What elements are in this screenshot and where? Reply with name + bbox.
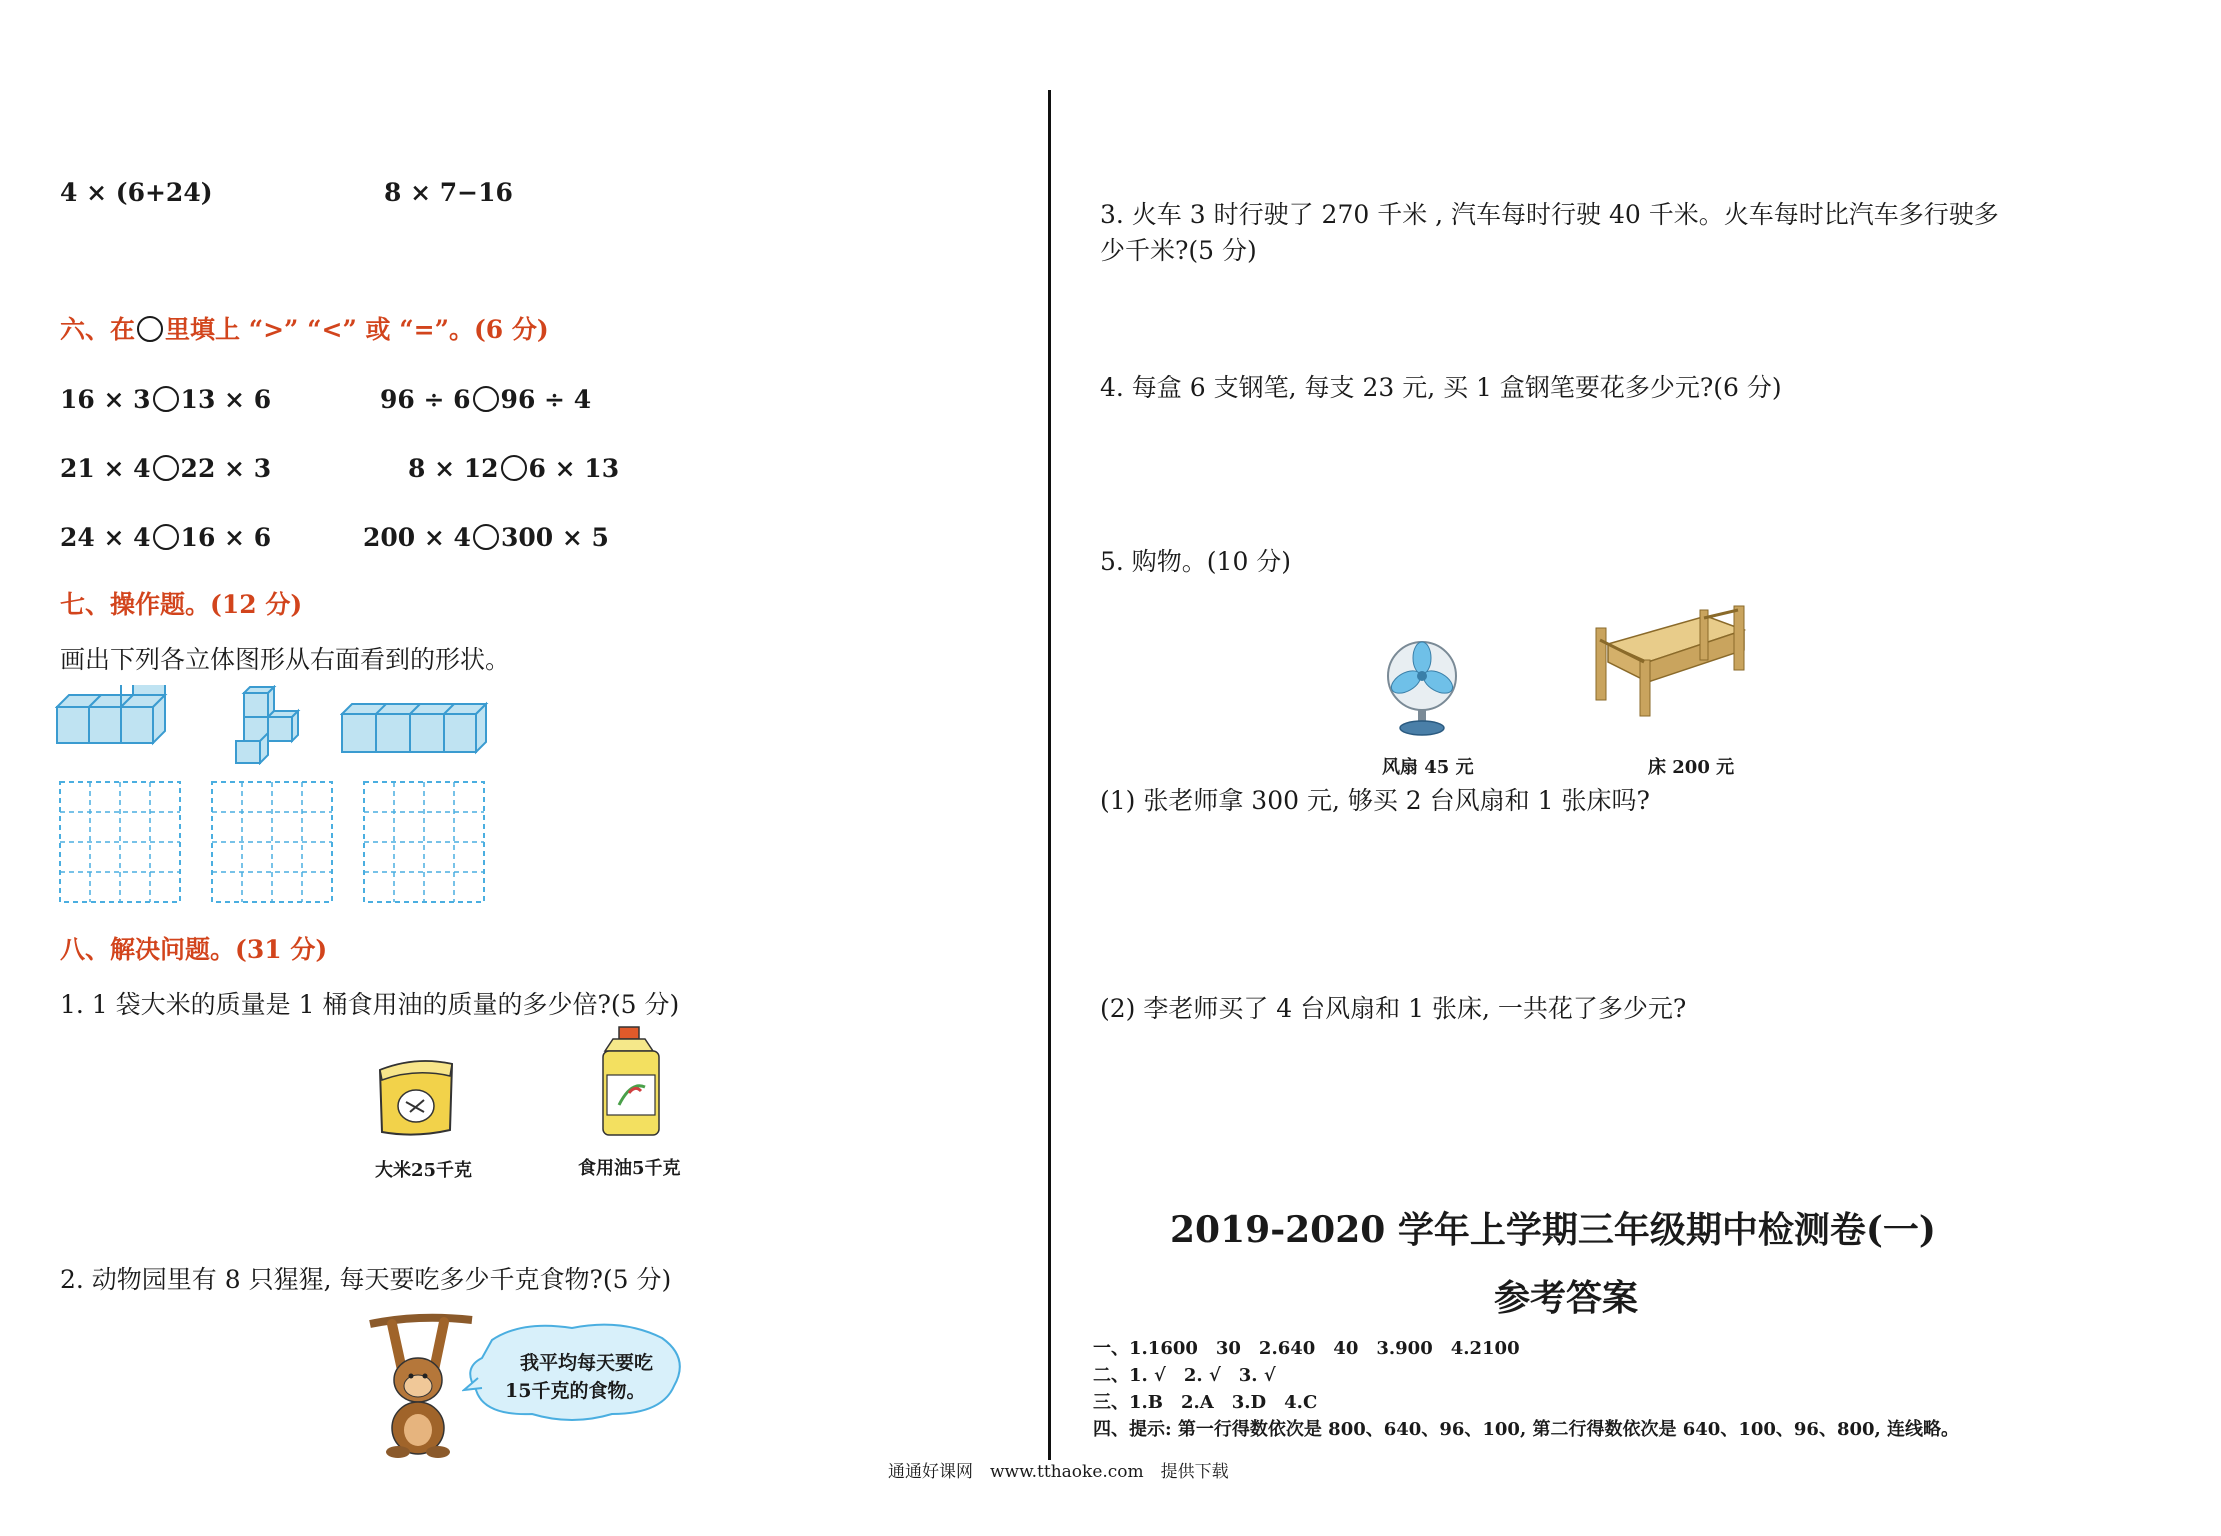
compare-circle[interactable] <box>473 524 499 550</box>
section7-instruction: 画出下列各立体图形从右面看到的形状。 <box>60 645 511 674</box>
answer-title: 2019-2020 学年上学期三年级期中检测卷(一) <box>1170 1209 1936 1251</box>
caption-bed: 床 200 元 <box>1648 757 1735 778</box>
question-4: 4. 每盒 6 支钢笔, 每支 23 元, 买 1 盒钢笔要花多少元?(6 分) <box>1100 373 1782 402</box>
caption-rice: 大米25千克 <box>375 1160 473 1181</box>
cube-figure-3 <box>340 700 490 758</box>
caption-oil: 食用油5千克 <box>578 1158 681 1179</box>
answer-line-2: 二、1. √ 2. √ 3. √ <box>1093 1365 1276 1386</box>
compare-circle[interactable] <box>153 524 179 550</box>
oil-jug-icon <box>595 1025 667 1140</box>
question-5: 5. 购物。(10 分) <box>1100 547 1292 576</box>
section6-heading: 六、在 里填上 “>” “<” 或 “=”。(6 分) <box>60 315 549 344</box>
answer-line-4: 四、提示: 第一行得数依次是 800、640、96、100, 第二行得数依次是 640、100、96、800, 连线略。 <box>1093 1419 1960 1440</box>
compare-circle[interactable] <box>153 386 179 412</box>
compare-1a: 16 × 3 13 × 6 <box>60 385 272 414</box>
fan-icon <box>1382 638 1462 738</box>
question-3-line2: 少千米?(5 分) <box>1100 236 1257 265</box>
compare-circle[interactable] <box>473 386 499 412</box>
compare-2b: 8 × 12 6 × 13 <box>408 454 620 483</box>
compare-circle[interactable] <box>153 455 179 481</box>
section8-heading: 八、解决问题。(31 分) <box>60 935 328 964</box>
answer-line-1: 一、1.1600 30 2.640 40 3.900 4.2100 <box>1093 1338 1520 1359</box>
drawing-grid-2[interactable] <box>210 780 334 904</box>
compare-3a: 24 × 4 16 × 6 <box>60 523 272 552</box>
answer-subtitle: 参考答案 <box>1494 1277 1639 1319</box>
column-divider <box>1048 90 1051 1460</box>
compare-1b: 96 ÷ 6 96 ÷ 4 <box>380 385 592 414</box>
question-2: 2. 动物园里有 8 只猩猩, 每天要吃多少千克食物?(5 分) <box>60 1265 672 1294</box>
expr-2: 8 × 7−16 <box>384 178 513 207</box>
answer-line-3: 三、1.B 2.A 3.D 4.C <box>1093 1392 1318 1413</box>
question-1: 1. 1 袋大米的质量是 1 桶食用油的质量的多少倍?(5 分) <box>60 990 680 1019</box>
page-footer: 通通好课网 www.tthaoke.com 提供下载 <box>888 1462 1229 1482</box>
compare-circle[interactable] <box>501 455 527 481</box>
compare-2a: 21 × 4 22 × 3 <box>60 454 272 483</box>
drawing-grid-3[interactable] <box>362 780 486 904</box>
question-3-line1: 3. 火车 3 时行驶了 270 千米 , 汽车每时行驶 40 千米。火车每时比汽车多行驶多 <box>1100 200 1999 229</box>
drawing-grid-1[interactable] <box>58 780 182 904</box>
compare-3b: 200 × 4 300 × 5 <box>363 523 609 552</box>
bubble-line-2: 15千克的食物。 <box>505 1380 646 1402</box>
bubble-line-1: 我平均每天要吃 <box>520 1352 654 1374</box>
rice-bag-icon <box>370 1050 460 1140</box>
bed-icon <box>1588 600 1748 720</box>
expr-1: 4 × (6+24) <box>60 178 213 207</box>
question-5-2: (2) 李老师买了 4 台风扇和 1 张床, 一共花了多少元? <box>1100 994 1687 1023</box>
cube-figure-2 <box>230 685 310 765</box>
caption-fan: 风扇 45 元 <box>1382 757 1474 778</box>
circle-icon <box>137 316 163 342</box>
cube-figure-1 <box>55 685 185 755</box>
question-5-1: (1) 张老师拿 300 元, 够买 2 台风扇和 1 张床吗? <box>1100 786 1650 815</box>
section7-heading: 七、操作题。(12 分) <box>60 590 303 619</box>
